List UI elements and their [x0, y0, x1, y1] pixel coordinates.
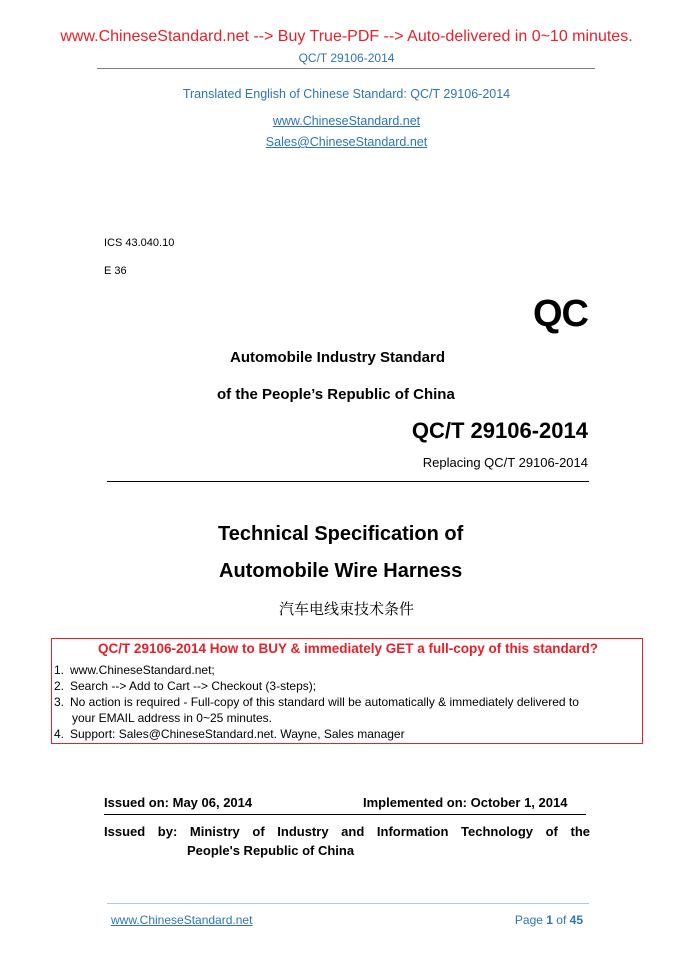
list-item-text: Search --> Add to Cart --> Checkout (3-steps);	[70, 679, 317, 693]
list-item-text[interactable]: www.ChineseStandard.net;	[70, 663, 215, 677]
list-item-number: 1.	[54, 663, 65, 677]
list-item	[54, 662, 579, 678]
list-item	[54, 710, 579, 726]
document-title-line2: Automobile Wire Harness	[219, 560, 463, 582]
list-item-text: your EMAIL address in 0~25 minutes.	[72, 711, 272, 725]
list-item	[54, 726, 579, 742]
list-item	[54, 678, 579, 694]
title-divider	[107, 481, 589, 482]
implemented-on-date: Implemented on: October 1, 2014	[363, 795, 568, 810]
ics-code: ICS 43.040.10	[104, 237, 175, 249]
purchase-steps-list	[54, 662, 579, 742]
standard-code: QC/T 29106-2014	[411, 418, 588, 443]
dates-divider	[104, 814, 586, 815]
footer-website-link[interactable]: www.ChineseStandard.net	[111, 913, 253, 927]
page-total: 45	[569, 913, 583, 927]
document-title-line1: Technical Specification of	[218, 523, 464, 545]
standard-title-line2: of the People’s Republic of China	[217, 386, 455, 403]
list-item-text: No action is required - Full-copy of this standard will be automatically & immediately delivered to	[70, 695, 579, 709]
replacing-note: Replacing QC/T 29106-2014	[422, 455, 588, 470]
list-item-number: 4.	[54, 727, 65, 741]
website-link[interactable]: www.ChineseStandard.net	[272, 114, 421, 128]
purchase-heading: QC/T 29106-2014 How to BUY & immediately GET a full-copy of this standard?	[97, 641, 599, 656]
list-item	[54, 694, 579, 710]
page-prefix: Page	[514, 913, 547, 927]
email-link-row	[0, 133, 693, 151]
page-number	[515, 913, 583, 927]
email-link[interactable]: Sales@ChineseStandard.net	[265, 135, 428, 149]
translated-notice: Translated English of Chinese Standard: QC/T 29106-2014	[182, 87, 511, 101]
page-mid: of	[552, 913, 570, 927]
issued-by-line2: People's Republic of China	[187, 843, 355, 858]
list-item-text: Support: Sales@ChineseStandard.net. Wayne, Sales manager	[70, 727, 405, 741]
banner-standard-code: QC/T 29106-2014	[298, 51, 395, 65]
website-link-row	[0, 112, 693, 130]
footer-divider	[107, 903, 589, 904]
document-title-chinese: 汽车电线束技术条件	[278, 600, 414, 618]
standard-title-line1: Automobile Industry Standard	[230, 349, 446, 366]
top-divider	[97, 68, 595, 69]
list-item-number: 3.	[54, 695, 65, 709]
top-banner[interactable]: www.ChineseStandard.net --> Buy True-PDF --> Auto-delivered in 0~10 minutes.	[60, 28, 633, 45]
list-item-number: 2.	[54, 679, 65, 693]
page-current: 1	[546, 913, 553, 927]
issued-by-line1: Issued by: Ministry of Industry and Information Technology of the	[104, 824, 590, 839]
ccs-code: E 36	[104, 265, 127, 277]
issued-on-date: Issued on: May 06, 2014	[104, 795, 253, 810]
purchase-info-box	[51, 638, 643, 744]
standard-mark: QC	[533, 293, 588, 335]
